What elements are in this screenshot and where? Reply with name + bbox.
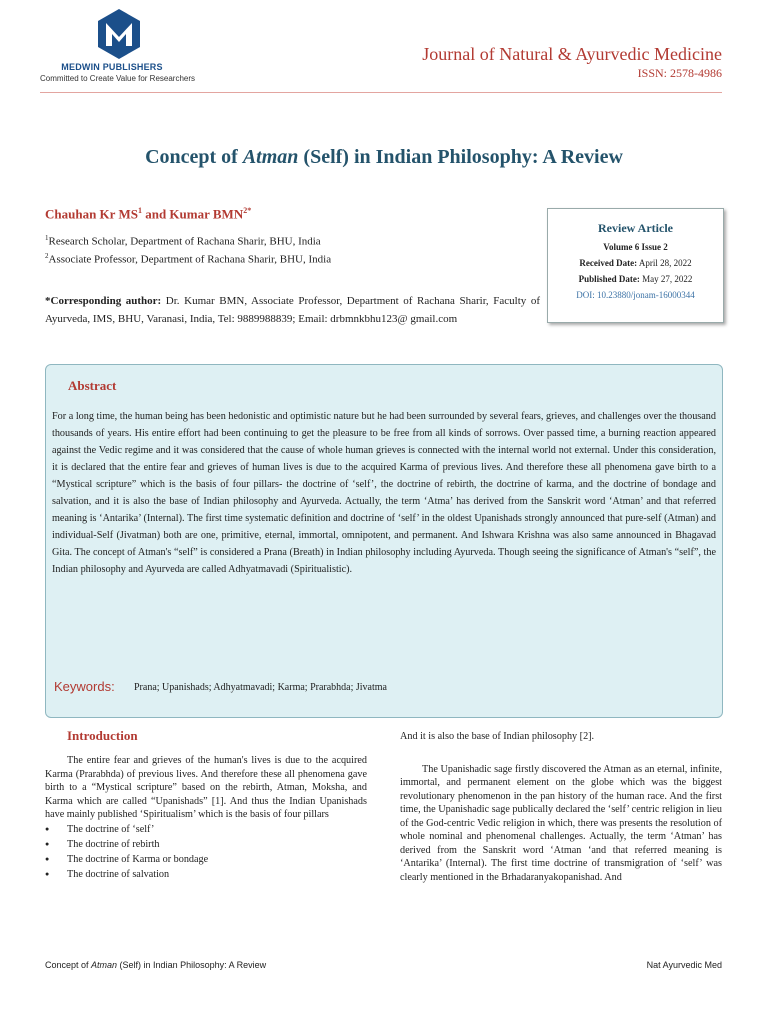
header-divider — [40, 92, 722, 93]
list-item: ● The doctrine of Karma or bondage — [45, 852, 367, 867]
pillars-list — [45, 822, 367, 882]
volume-issue: Volume 6 Issue 2 — [603, 242, 668, 252]
body-column-left — [45, 728, 367, 882]
article-authors: Chauhan Kr $MS^1$ and Kumar $BMN^{2*}$ — [45, 206, 252, 222]
publisher-name: MEDWIN PUBLISHERS — [61, 62, 163, 72]
introduction-heading: Introduction — [67, 728, 138, 743]
article-title: Concept of Atman (Self) in Indian Philosophy: A Review — [145, 146, 623, 168]
medwin-logo-icon — [97, 8, 141, 60]
list-item: ● The doctrine of rebirth — [45, 837, 367, 852]
article-type: Review Article — [598, 221, 673, 235]
corresponding-author: *Corresponding author: Dr. Kumar BMN, Associate Professor, Department of Rachana Sharir, Faculty of Ayurveda, IMS, BHU, Varanasi, India, Tel: 9889988839; Email: drbmnkbhu123@ gmail.com — [45, 295, 540, 325]
list-item: ● The doctrine of ‘self’ — [45, 822, 367, 837]
publisher-tagline: Committed to Create Value for Researchers — [40, 74, 196, 83]
intro-paragraph: The entire fear and grieves of the human's lives is due to the acquired Karma (Prarabhda) of previous lives. And therefore these all phenomena gave birth to a “Mystical scripture” based on the rebirth, Atman, Moksha, and Karma which are called “Upanishads” [1]. And thus the Indian Upanishads have mainly published ‘Spiritualism’ which is the basis of four pillars — [45, 755, 367, 820]
doi-link[interactable]: DOI: 10.23880/jonam-16000344 — [576, 290, 695, 300]
affiliation-2: $^2$Associate Professor, Department of Rachana Sharir, BHU, India — [45, 252, 332, 266]
abstract-body: For a long time, the human being has been hedonistic and optimistic nature but he had been surrounded by several fears, grieves, and challenges over the thousand thousands of years. His entire effort had been continuing to get the pleasure to be free from all kinds of sorrows. Over passed time, a burning reaction appeared against the Vedic regime and it was considered that the cause of whole human grieves is connected with the internal world not external. Under this consideration, it is declared that the entire fear and grieves of human lives is due to the acquired Karma of previous lives. And therefore these all phenomena gave birth to a “Mystical scripture” which is the basis of four pillars- the doctrine of ‘self’, the doctrine of rebirth, the doctrine of karma, and the doctrine of bondage and salvation, and it is also the base of Indian philosophy and Ayurveda. Actually, the term ‘Atma’ has derived from the Sanskrit word ‘Atman’ and that referred meaning is ‘Antarika’ (Internal). The first time systematic definition and doctrine of ‘self’ in the oldest Upanishads strongly announced that pure-self (Atman) and individual-Self (Jivatman) both are one, primitive, eternal, immortal, omnipotent, and permanent. And Ishwara Krishna was also same announced in Bhagavad Gita. The concept of Atman's “self” is considered a Prana (Breath) in Indian philosophy including Ayurveda. Though seeing the significance of Atman's “self”, the Indian philosophy and Ayurveda are called Adhyatmavadi (Spiritualistic). — [52, 411, 716, 575]
footer-running-title: Concept of Atman (Self) in Indian Philosophy: A Review — [45, 960, 267, 970]
right-paragraph-2: The Upanishadic sage firstly discovered the Atman as an eternal, infinite, immortal, and permanent element on the globe which was the biggest revolutionary phenomenon in the pan history of the human race. And the first time, the Upanishadic sage publically declared the ‘self’ centric religion in lieu of the God-centric Vedic religion in which, there was presents the resolution of whole nominal and phenomenal challenges. Actually, the term ‘Atman’ has derived from the Sanskrit word ‘Atman ‘and that referred meaning is ‘Antarika’ (Internal). The first time doctrine of transmigration of ‘self’ was clearly mentioned in the Brhadaranyakopanishad. And — [400, 763, 722, 883]
list-item: ● The doctrine of salvation — [45, 867, 367, 882]
affiliation-1: $^1$Research Scholar, Department of Rachana Sharir, BHU, India — [45, 234, 321, 248]
journal-name: Journal of Natural & Ayurvedic Medicine — [422, 44, 722, 64]
abstract-heading: Abstract — [68, 378, 117, 393]
article-info-box — [547, 208, 724, 323]
abstract-box — [45, 364, 723, 718]
received-date: Received Date: April 28, 2022 — [579, 258, 692, 268]
keywords-label: Keywords: — [54, 679, 115, 694]
footer-journal-abbrev: Nat Ayurvedic Med — [646, 960, 722, 970]
published-date: Published Date: May 27, 2022 — [578, 274, 693, 284]
body-column-right — [400, 730, 722, 884]
right-paragraph-1: And it is also the base of Indian philosophy [2]. — [400, 731, 595, 742]
journal-issn: ISSN: 2578-4986 — [637, 66, 722, 80]
keywords-list: Prana; Upanishads; Adhyatmavadi; Karma; Prarabhda; Jivatma — [134, 682, 387, 693]
